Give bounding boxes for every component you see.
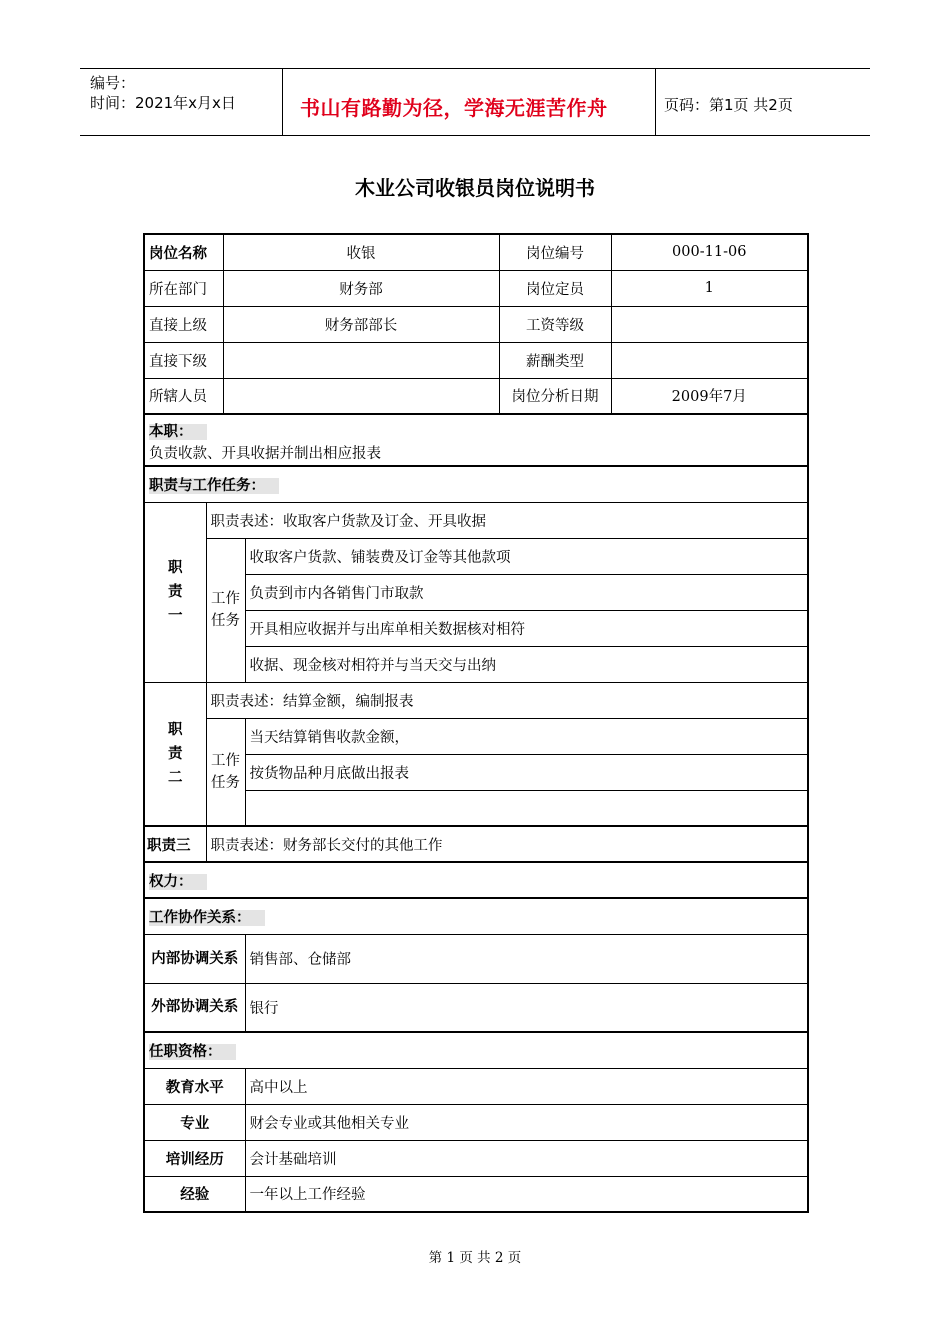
relations-header-row: [144, 898, 808, 934]
education-row: [144, 1068, 808, 1104]
position-name-value: 收银: [223, 234, 499, 270]
major-label: 专业: [144, 1104, 245, 1140]
analysis-date-label: 岗位分析日期: [499, 378, 611, 414]
header-time: 时间：2021年x月x日: [90, 94, 236, 112]
education-label: 教育水平: [144, 1068, 245, 1104]
main-duty-label: 本职：: [149, 421, 803, 443]
staff-value: [223, 378, 499, 414]
position-code-label: 岗位编号: [499, 234, 611, 270]
duty2-task-1: 当天结算销售收款金额，: [245, 718, 808, 754]
header-page: 页码：第1页 共2页: [664, 96, 793, 114]
document-title: 木业公司收银员岗位说明书: [355, 176, 595, 200]
department-value: 财务部: [223, 270, 499, 306]
duty2-desc-row: [144, 682, 808, 718]
header-divider-left: [282, 68, 283, 136]
internal-relations-row: [144, 934, 808, 983]
position-name-label: 岗位名称: [144, 234, 223, 270]
position-code-value: 000-11-06: [611, 234, 808, 270]
duties-section-label: 职责与工作任务：: [144, 466, 808, 502]
pay-type-value: [611, 342, 808, 378]
duty1-task-4: 收据、现金核对相符并与当天交与出纳: [245, 646, 808, 682]
authority-row: [144, 862, 808, 898]
basic-row-subordinate: [144, 342, 808, 378]
duty1-description: 职责表述：收取客户货款及订金、开具收据: [206, 502, 808, 538]
experience-value: 一年以上工作经验: [245, 1176, 808, 1212]
duty1-name-cell: [144, 502, 206, 682]
duty1-desc-row: [144, 502, 808, 538]
superior-label: 直接上级: [144, 306, 223, 342]
main-duty-row: [144, 414, 808, 466]
salary-grade-label: 工资等级: [499, 306, 611, 342]
training-label: 培训经历: [144, 1140, 245, 1176]
subordinate-value: [223, 342, 499, 378]
headcount-value: 1: [611, 270, 808, 306]
external-relations-value: 银行: [245, 983, 808, 1032]
main-duty-text: 负责收款、开具收据并制出相应报表: [149, 446, 381, 462]
duty3-description: 职责表述：财务部长交付的其他工作: [206, 826, 808, 862]
salary-grade-value: [611, 306, 808, 342]
duty2-name: 职 责 二: [168, 721, 183, 786]
pay-type-label: 薪酬类型: [499, 342, 611, 378]
relations-section-label: 工作协作关系：: [144, 898, 808, 934]
duty1-task-1: 收取客户货款、铺装费及订金等其他款项: [245, 538, 808, 574]
header-bottom-rule: [80, 135, 870, 136]
analysis-date-value: 2009年7月: [611, 378, 808, 414]
major-row: [144, 1104, 808, 1140]
basic-row-position: [144, 234, 808, 270]
major-value: 财会专业或其他相关专业: [245, 1104, 808, 1140]
header-motto: 书山有路勤为径，学海无涯苦作舟: [300, 96, 608, 120]
basic-row-superior: [144, 306, 808, 342]
duty2-name-cell: [144, 682, 206, 826]
internal-relations-value: 销售部、仓储部: [245, 934, 808, 983]
education-value: 高中以上: [245, 1068, 808, 1104]
job-description-table: [143, 233, 809, 1213]
experience-row: [144, 1176, 808, 1212]
experience-label: 经验: [144, 1176, 245, 1212]
department-label: 所在部门: [144, 270, 223, 306]
qualifications-header-row: [144, 1032, 808, 1068]
duty2-task-label: 工作任务: [206, 718, 245, 826]
header-top-rule: [80, 68, 870, 69]
internal-relations-label: 内部协调关系: [144, 934, 245, 983]
external-relations-row: [144, 983, 808, 1032]
header-divider-right: [655, 68, 656, 136]
page-footer: 第 1 页 共 2 页: [428, 1250, 522, 1266]
duty2-description: 职责表述：结算金额，编制报表: [206, 682, 808, 718]
duty2-task-3: [245, 790, 808, 826]
authority-label: 权力：: [144, 862, 808, 898]
duty2-task-2: 按货物品种月底做出报表: [245, 754, 808, 790]
staff-label: 所辖人员: [144, 378, 223, 414]
duties-header-row: [144, 466, 808, 502]
duty3-row: [144, 826, 808, 862]
qualifications-section-label: 任职资格：: [144, 1032, 808, 1068]
basic-row-staff: [144, 378, 808, 414]
duty3-name: 职责三: [144, 826, 206, 862]
basic-row-department: [144, 270, 808, 306]
headcount-label: 岗位定员: [499, 270, 611, 306]
duty1-name: 职 责 一: [168, 560, 183, 624]
subordinate-label: 直接下级: [144, 342, 223, 378]
duty1-task-label: 工作任务: [206, 538, 245, 682]
duty1-task-3: 开具相应收据并与出库单相关数据核对相符: [245, 610, 808, 646]
training-row: [144, 1140, 808, 1176]
duty1-task1-row: [144, 538, 808, 574]
superior-value: 财务部部长: [223, 306, 499, 342]
external-relations-label: 外部协调关系: [144, 983, 245, 1032]
header-number: 编号：: [90, 74, 136, 92]
training-value: 会计基础培训: [245, 1140, 808, 1176]
duty2-task1-row: [144, 718, 808, 754]
duty1-task-2: 负责到市内各销售门市取款: [245, 574, 808, 610]
